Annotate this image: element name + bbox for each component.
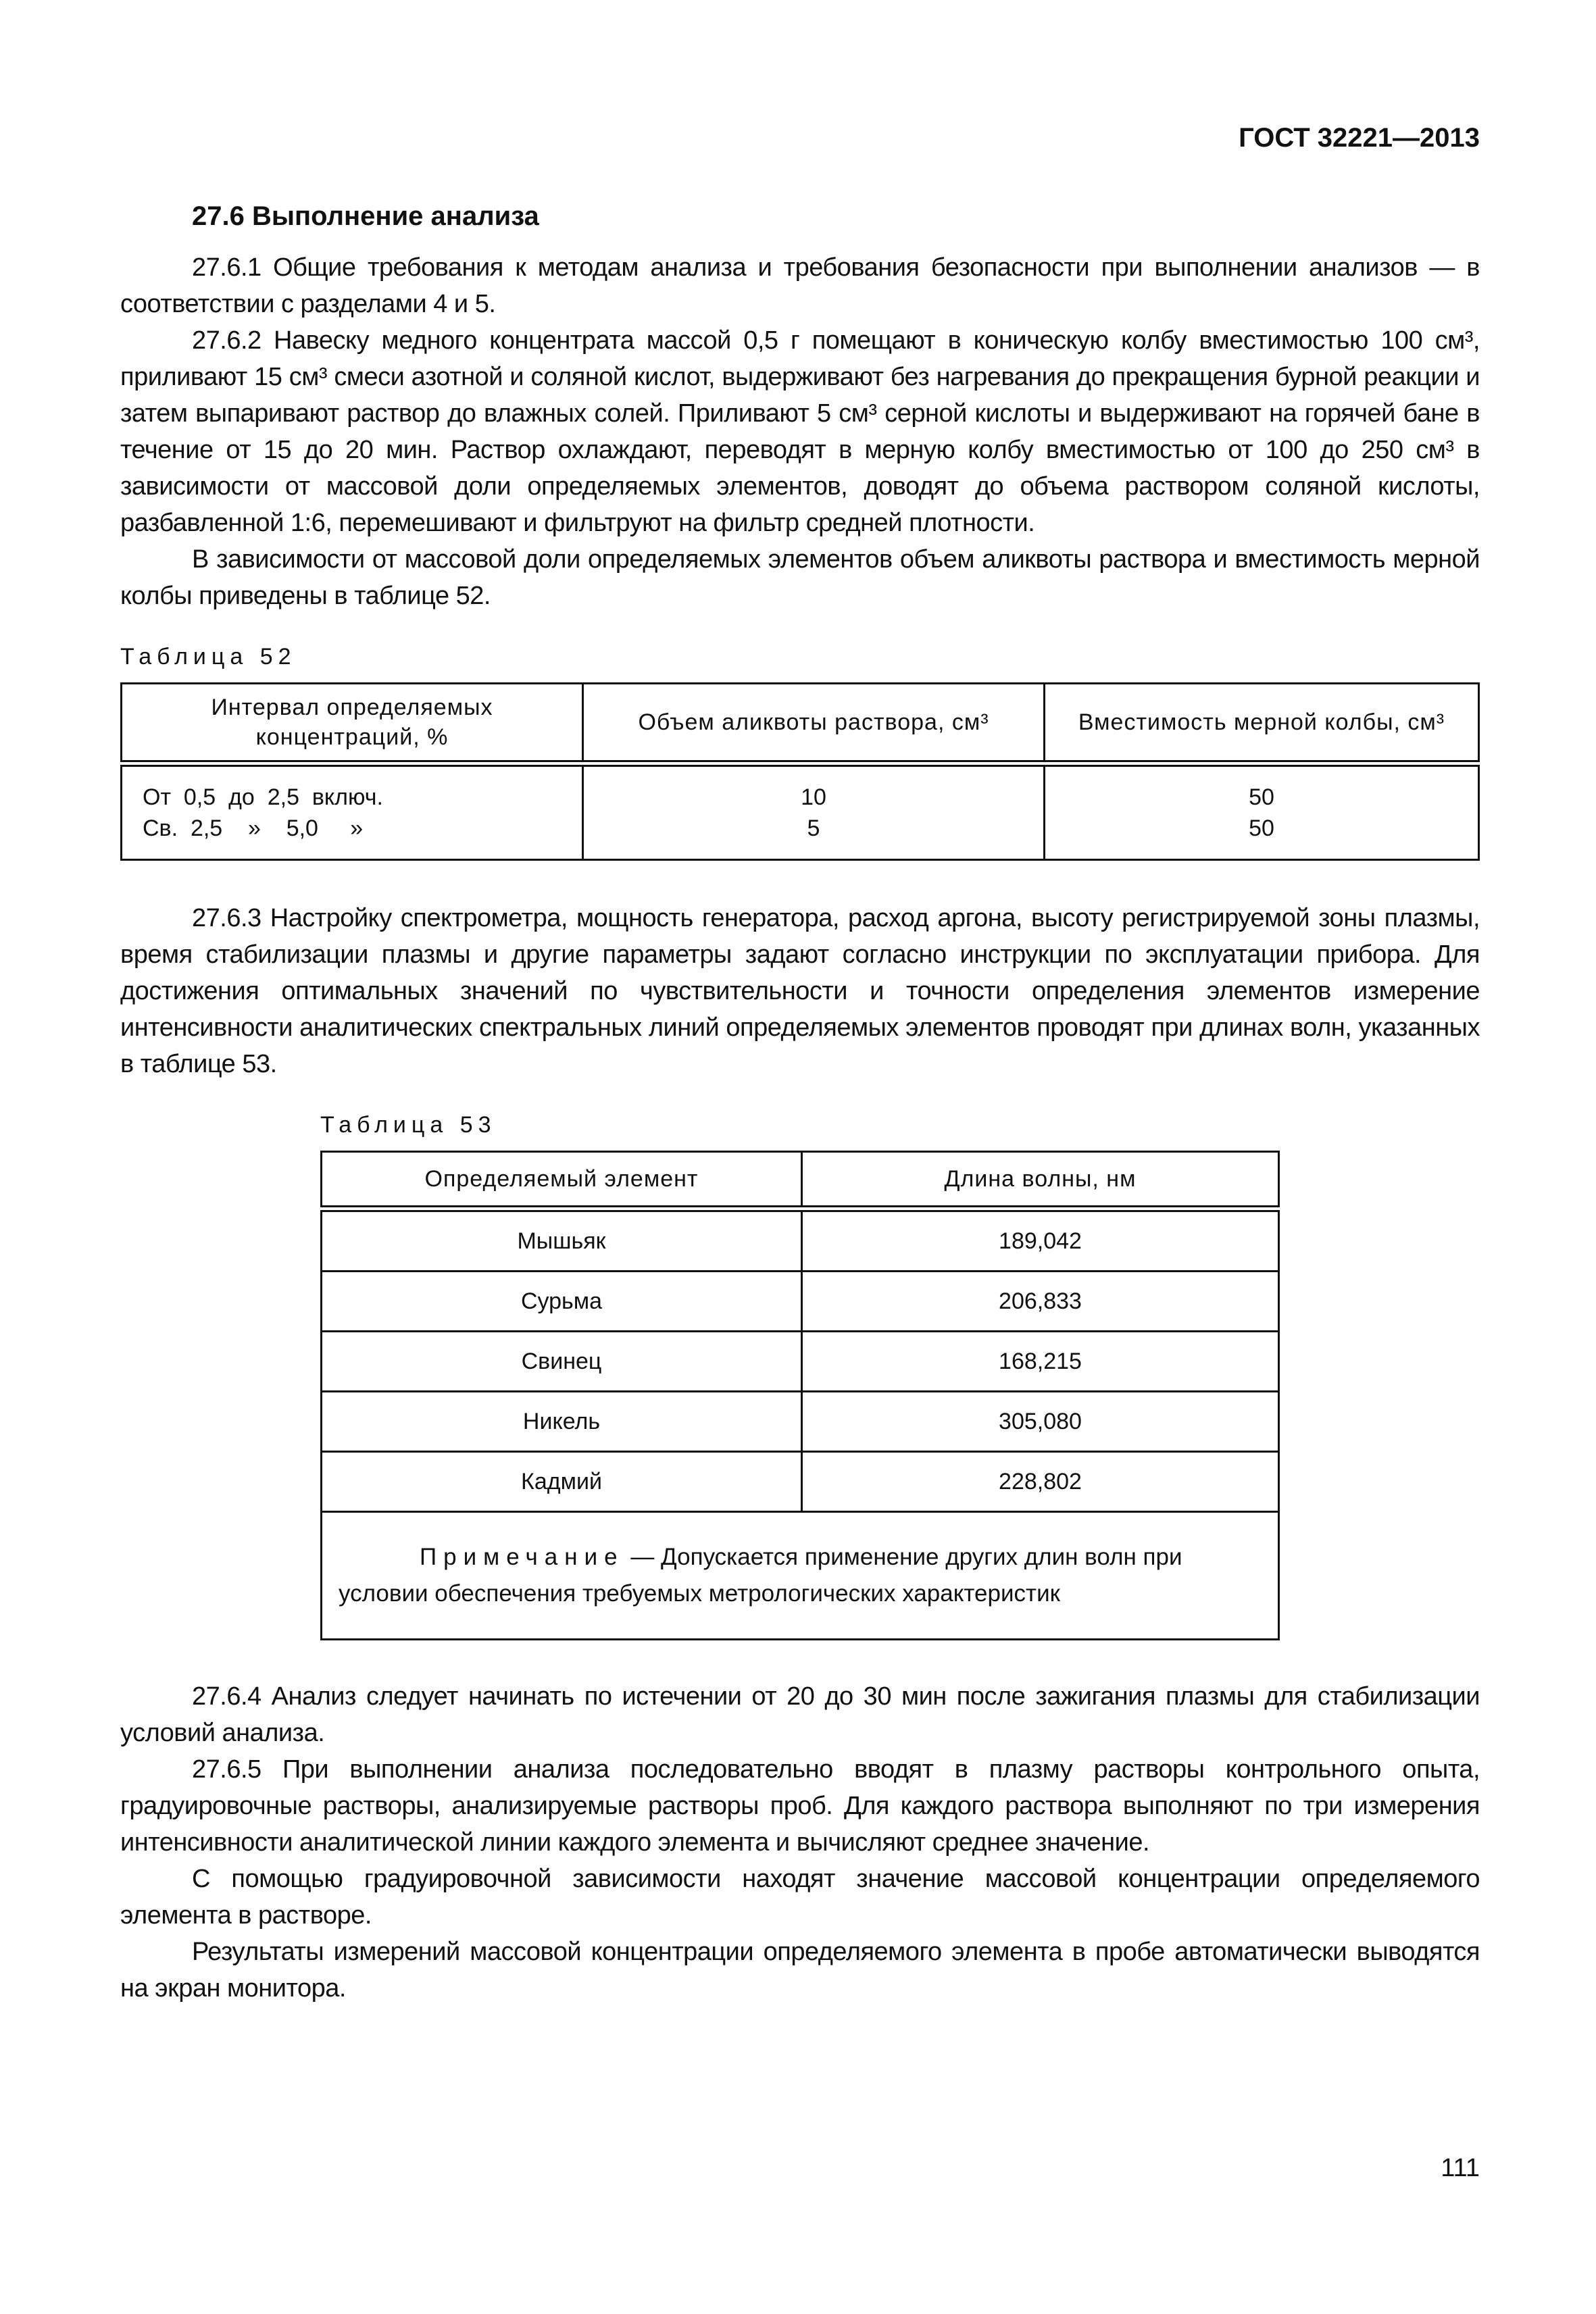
aliquot-value: 5 [807, 815, 820, 841]
table-cell [583, 763, 1045, 860]
table-52 [120, 682, 1480, 861]
column-header: Интервал определяемых концентраций, % [122, 684, 583, 764]
table-row [322, 1392, 1279, 1452]
column-header: Объем аликвоты раствора, см³ [583, 684, 1045, 764]
section-title: 27.6 Выполнение анализа [192, 201, 539, 231]
table-row [122, 763, 1479, 860]
paragraph: В зависимости от массовой доли определяемых элементов объем аликвоты раствора и вместимость мерной колбы приведены в таблице 52. [120, 545, 1480, 610]
table-caption: Таблица 53 [320, 1112, 497, 1138]
paragraph: 27.6.1 Общие требования к методам анализа и требования безопасности при выполнении анализов — в соответствии с разделами 4 и 5. [120, 253, 1480, 318]
flask-volume-value: 50 [1249, 815, 1274, 841]
wavelength-value: 168,215 [802, 1332, 1279, 1392]
note-text: — Допускается применение других длин волн при условии обеспечения требуемых метрологических характеристик [339, 1544, 1182, 1607]
note-label: Примечание [420, 1544, 624, 1570]
element-name: Кадмий [322, 1452, 802, 1512]
table-53 [320, 1151, 1280, 1640]
interval-value: Св. 2,5 » 5,0 » [143, 815, 364, 841]
paragraph: 27.6.5 При выполнении анализа последовательно вводят в плазму растворы контрольного опыта, градуировочные растворы, анализируемые растворы проб. Для каждого раствора выполняют по три измерения интенсивности аналитической линии каждого элемента и вычисляют среднее значение. [120, 1755, 1480, 1857]
column-header: Вместимость мерной колбы, см³ [1045, 684, 1479, 764]
element-name: Мышьяк [322, 1209, 802, 1272]
table-row [322, 1452, 1279, 1512]
paragraph: 27.6.3 Настройку спектрометра, мощность генератора, расход аргона, высоту регистрируемой зоны плазмы, время стабилизации плазмы и другие параметры задают согласно инструкции по эксплуатации прибора. Для достижения оптимальных значений по чувствительности и точности определения элементов измерение интенсивности аналитических спектральных линий определяемых элементов проводят при длинах волн, указанных в таблице 53. [120, 904, 1480, 1078]
element-name: Сурьма [322, 1272, 802, 1332]
wavelength-value: 189,042 [802, 1209, 1279, 1272]
table-note-row [322, 1512, 1279, 1640]
paragraph: 27.6.2 Навеску медного концентрата массой 0,5 г помещают в коническую колбу вместимостью 100 см³, приливают 15 см³ смеси азотной и соляной кислот, выдерживают без нагревания до прекращения бурной реакции и затем выпаривают раствор до влажных солей. Приливают 5 см³ серной кислоты и выдерживают на горячей бане в течение от 15 до 20 мин. Раствор охлаждают, переводят в мерную колбу вместимостью от 100 до 250 см³ в зависимости от массовой доли определяемых элементов, доводят до объема раствором соляной кислоты, разбавленной 1:6, перемешивают и фильтруют на фильтр средней плотности. [120, 326, 1480, 537]
column-header: Длина волны, нм [802, 1152, 1279, 1209]
page-number: 111 [1441, 2154, 1480, 2182]
wavelength-value: 228,802 [802, 1452, 1279, 1512]
aliquot-value: 10 [801, 784, 826, 810]
flask-volume-value: 50 [1249, 784, 1274, 810]
wavelength-value: 206,833 [802, 1272, 1279, 1332]
element-name: Свинец [322, 1332, 802, 1392]
wavelength-value: 305,080 [802, 1392, 1279, 1452]
table-cell [1045, 763, 1479, 860]
table-cell [122, 763, 583, 860]
interval-value: От 0,5 до 2,5 включ. [143, 784, 383, 810]
table-53-wrapper [320, 1112, 1280, 1640]
element-name: Никель [322, 1392, 802, 1452]
document-id: ГОСТ 32221—2013 [1239, 123, 1480, 153]
table-row [322, 1272, 1279, 1332]
paragraph: Результаты измерений массовой концентрации определяемого элемента в пробе автоматически выводятся на экран монитора. [120, 1938, 1480, 2003]
table-row [322, 1332, 1279, 1392]
page-content [120, 201, 1480, 2007]
table-row [322, 1209, 1279, 1272]
table-caption: Таблица 52 [120, 644, 297, 670]
column-header: Определяемый элемент [322, 1152, 802, 1209]
paragraph: С помощью градуировочной зависимости находят значение массовой концентрации определяемого элемента в растворе. [120, 1865, 1480, 1930]
table-note [322, 1512, 1279, 1640]
paragraph: 27.6.4 Анализ следует начинать по истечении от 20 до 30 мин после зажигания плазмы для стабилизации условий анализа. [120, 1682, 1480, 1747]
